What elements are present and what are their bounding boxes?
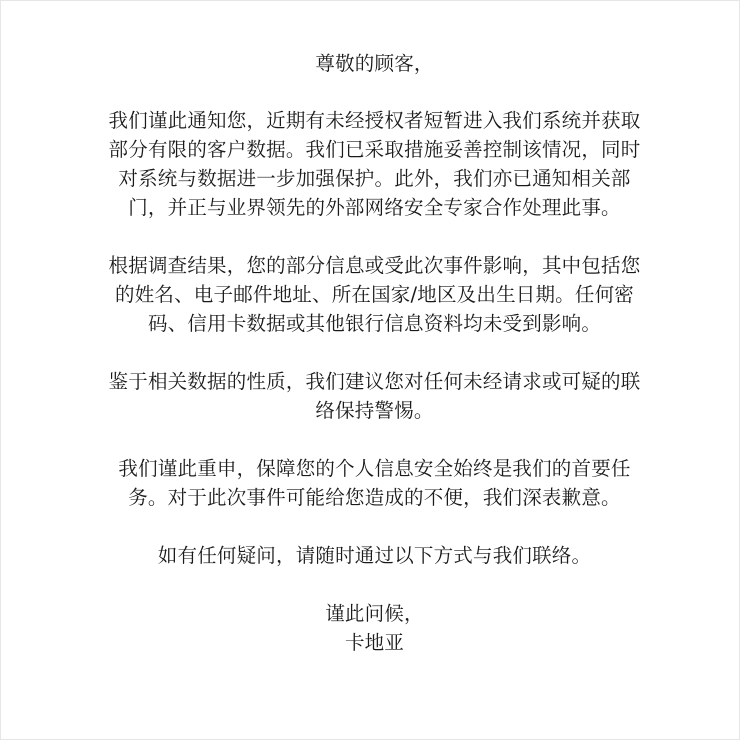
closing-signature: 卡地亚: [344, 631, 405, 654]
paragraph-line: 如有任何疑问，请随时通过以下方式与我们联络。: [157, 544, 592, 567]
paragraph-line: 络保持警惕。: [315, 399, 434, 422]
paragraph-line: 码、信用卡数据或其他银行信息资料均未受到影响。: [147, 312, 602, 335]
closing-salutation: 谨此问候，: [325, 602, 424, 625]
paragraph-line: 鉴于相关数据的性质，我们建议您对任何未经请求或可疑的联: [108, 370, 641, 393]
paragraph-line: 务。对于此次事件可能给您造成的不便，我们深表歉意。: [128, 486, 621, 509]
paragraph-affected-data: [87, 251, 662, 338]
paragraph-line: 的姓名、电子邮件地址、所在国家/地区及出生日期。任何密: [115, 283, 634, 306]
letter-greeting: 尊敬的顾客，: [315, 52, 434, 75]
paragraph-line: 部分有限的客户数据。我们已采取措施妥善控制该情况，同时: [108, 138, 641, 161]
paragraph-contact: [87, 541, 662, 570]
notice-letter: [87, 49, 662, 657]
paragraph-apology: [87, 454, 662, 512]
paragraph-line: 根据调查结果，您的部分信息或受此次事件影响，其中包括您: [108, 254, 641, 277]
paragraph-line: 我们谨此重申，保障您的个人信息安全始终是我们的首要任: [118, 457, 631, 480]
letter-closing: [87, 599, 662, 657]
paragraph-line: 对系统与数据进一步加强保护。此外，我们亦已通知相关部: [118, 167, 631, 190]
paragraph-breach-notice: [87, 106, 662, 222]
paragraph-line: 我们谨此通知您，近期有未经授权者短暂进入我们系统并获取: [108, 109, 641, 132]
paragraph-advice: [87, 367, 662, 425]
paragraph-line: 门，并正与业界领先的外部网络安全专家合作处理此事。: [128, 196, 621, 219]
